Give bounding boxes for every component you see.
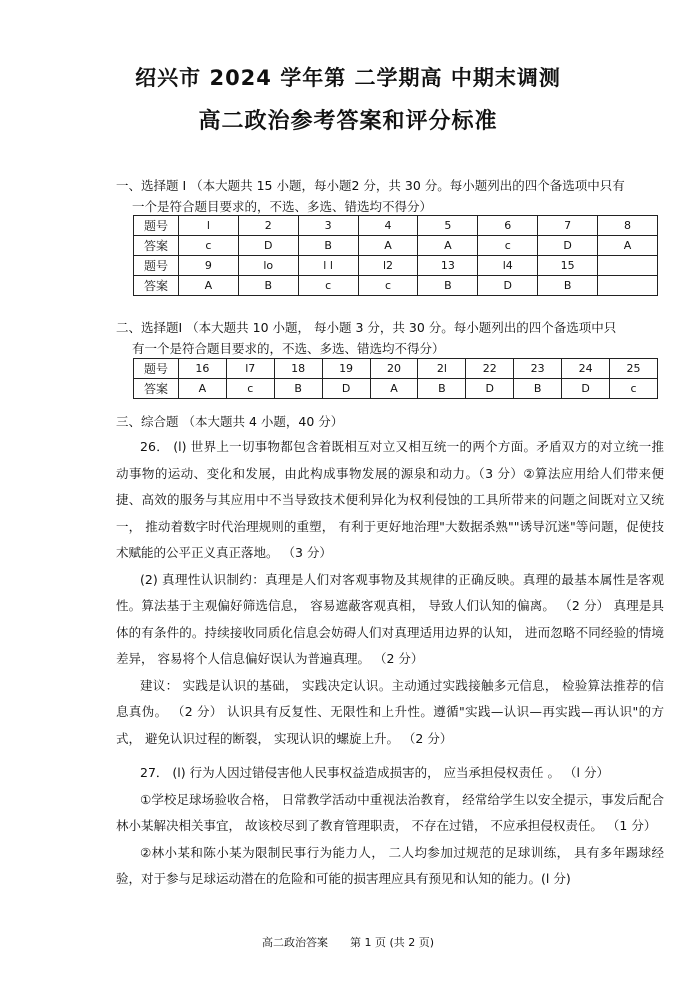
row-label-cell: 题号 [134, 216, 179, 236]
section2-heading: 二、选择题I （本大题共 10 小题， 每小题 3 分，共 30 分。每小题列出的四个备选项中只 [116, 320, 617, 335]
section2-note: 有一个是符合题目要求的，不选、多选、错选均不得分） [132, 341, 445, 356]
document-subtitle: 高二政治参考答案和评分标准 [198, 109, 498, 134]
table-cell: c [298, 276, 358, 296]
table-cell: B [298, 236, 358, 256]
section1-note: 一个是符合题目要求的，不选、多选、错选均不得分） [132, 199, 433, 214]
row-label-cell: 答案 [134, 276, 179, 296]
table-cell: 2l [418, 359, 466, 379]
table-cell: 19 [322, 359, 370, 379]
row-label-cell: 题号 [134, 256, 179, 276]
q27-part1: 27． (l) 行为人因过错侵害他人民事权益造成损害的， 应当承担侵权责任 。 （l 分） [140, 765, 609, 780]
q26-suggestion: 建议： 实践是认识的基础， 实践决定认识。主动通过实践接触多元信息， 检验算法推荐的信息真伪。 （2 分） 认识具有反复性、无限性和上升性。遵循"实践—认识—再实践—再认识"的方式， 避免认识过程的断裂， 实现认识的螺旋上升。 （2 分） [116, 677, 664, 746]
table-row [134, 256, 658, 276]
table-cell: 7 [538, 216, 598, 236]
table-cell: B [238, 276, 298, 296]
table-cell: B [514, 379, 562, 399]
q26-part1: 26． (l) 世界上一切事物都包含着既相互对立又相互统一的两个方面。矛盾双方的对立统一推动事物的运动、变化和发展，由此构成事物发展的源泉和动力。（3 分）②算法应用给人们带来便捷、高效的服务与其应用中不当导致技术便利异化为权利侵蚀的工具所带来的问题之间既对立又统一， 推动着数字时代治理规则的重塑， 有利于更好地治理"大数据杀熟""诱导沉迷"等问题，促使技术赋能的公平正义真正落地。 （3 分） [116, 439, 664, 560]
table-cell: 5 [418, 216, 478, 236]
table-cell: 8 [598, 216, 658, 236]
table-cell: 23 [514, 359, 562, 379]
table-cell: 18 [274, 359, 322, 379]
table-cell: A [178, 379, 226, 399]
table-cell [598, 276, 658, 296]
table-row [134, 236, 658, 256]
table-cell: D [238, 236, 298, 256]
table-cell: D [538, 236, 598, 256]
table-cell: B [418, 379, 466, 399]
question-27-answer [116, 760, 664, 893]
section1-heading: 一、选择题 I （本大题共 15 小题，每小题2 分，共 30 分。每小题列出的四个备选项中只有 [116, 178, 625, 193]
table-cell: c [358, 276, 418, 296]
table-row [134, 216, 658, 236]
table-row [134, 359, 658, 379]
table-cell: B [538, 276, 598, 296]
table-cell: D [466, 379, 514, 399]
q27-point2: ②林小某和陈小某为限制民事行为能力人， 二人均参加过规范的足球训练， 具有多年踢球经验，对于参与足球运动潜在的危险和可能的损害理应具有预见和认知的能力。(l 分) [116, 844, 664, 886]
table-cell: 4 [358, 216, 418, 236]
table-cell: 13 [418, 256, 478, 276]
table-row [134, 276, 658, 296]
table-cell: c [226, 379, 274, 399]
table-cell: D [562, 379, 610, 399]
question-26-answer [116, 434, 664, 752]
table-cell: 2 [238, 216, 298, 236]
table-row [134, 379, 658, 399]
table-cell: A [358, 236, 418, 256]
table-cell: l [178, 216, 238, 236]
table-cell: D [478, 276, 538, 296]
answer-table-1 [133, 215, 658, 296]
table-cell: lo [238, 256, 298, 276]
document-title: 绍兴市 2024 学年第 二学期高 中期末调测 [135, 66, 561, 90]
table-cell: c [178, 236, 238, 256]
page-footer: 高二政治答案 第 1 页 (共 2 页) [261, 936, 435, 949]
table-cell: 3 [298, 216, 358, 236]
table-cell: l l [298, 256, 358, 276]
table-cell: l4 [478, 256, 538, 276]
table-cell [598, 256, 658, 276]
table-cell: 6 [478, 216, 538, 236]
table-cell: 15 [538, 256, 598, 276]
table-cell: c [478, 236, 538, 256]
table-cell: B [418, 276, 478, 296]
table-cell: l2 [358, 256, 418, 276]
table-cell: A [178, 276, 238, 296]
table-cell: D [322, 379, 370, 399]
section3-heading: 三、综合题 （本大题共 4 小题，40 分） [116, 414, 344, 429]
table-cell: 16 [178, 359, 226, 379]
row-label-cell: 答案 [134, 236, 179, 256]
table-cell: A [418, 236, 478, 256]
table-cell: l7 [226, 359, 274, 379]
q26-part2: (2) 真理性认识制约：真理是人们对客观事物及其规律的正确反映。真理的最基本属性是客观性。算法基于主观偏好筛选信息， 容易遮蔽客观真相， 导致人们认知的偏离。 （2 分） 真理是具体的有条件的。持续接收同质化信息会妨碍人们对真理适用边界的认知， 进而忽略不同经验的情境差异， 容易将个人信息偏好误认为普遍真理。 （2 分） [116, 571, 664, 666]
answer-table-2 [133, 358, 658, 399]
table-cell: A [598, 236, 658, 256]
table-cell: 9 [178, 256, 238, 276]
table-cell: c [610, 379, 658, 399]
table-cell: B [274, 379, 322, 399]
q27-point1: ①学校足球场验收合格， 日常教学活动中重视法治教育， 经常给学生以安全提示，事发后配合林小某解决相关事宜， 故该校尽到了教育管理职责， 不存在过错， 不应承担侵权责任。 （1 分） [116, 791, 664, 833]
table-cell: 24 [562, 359, 610, 379]
row-label-cell: 答案 [134, 379, 179, 399]
table-cell: 22 [466, 359, 514, 379]
table-cell: 20 [370, 359, 418, 379]
table-cell: A [370, 379, 418, 399]
table-cell: 25 [610, 359, 658, 379]
row-label-cell: 题号 [134, 359, 179, 379]
